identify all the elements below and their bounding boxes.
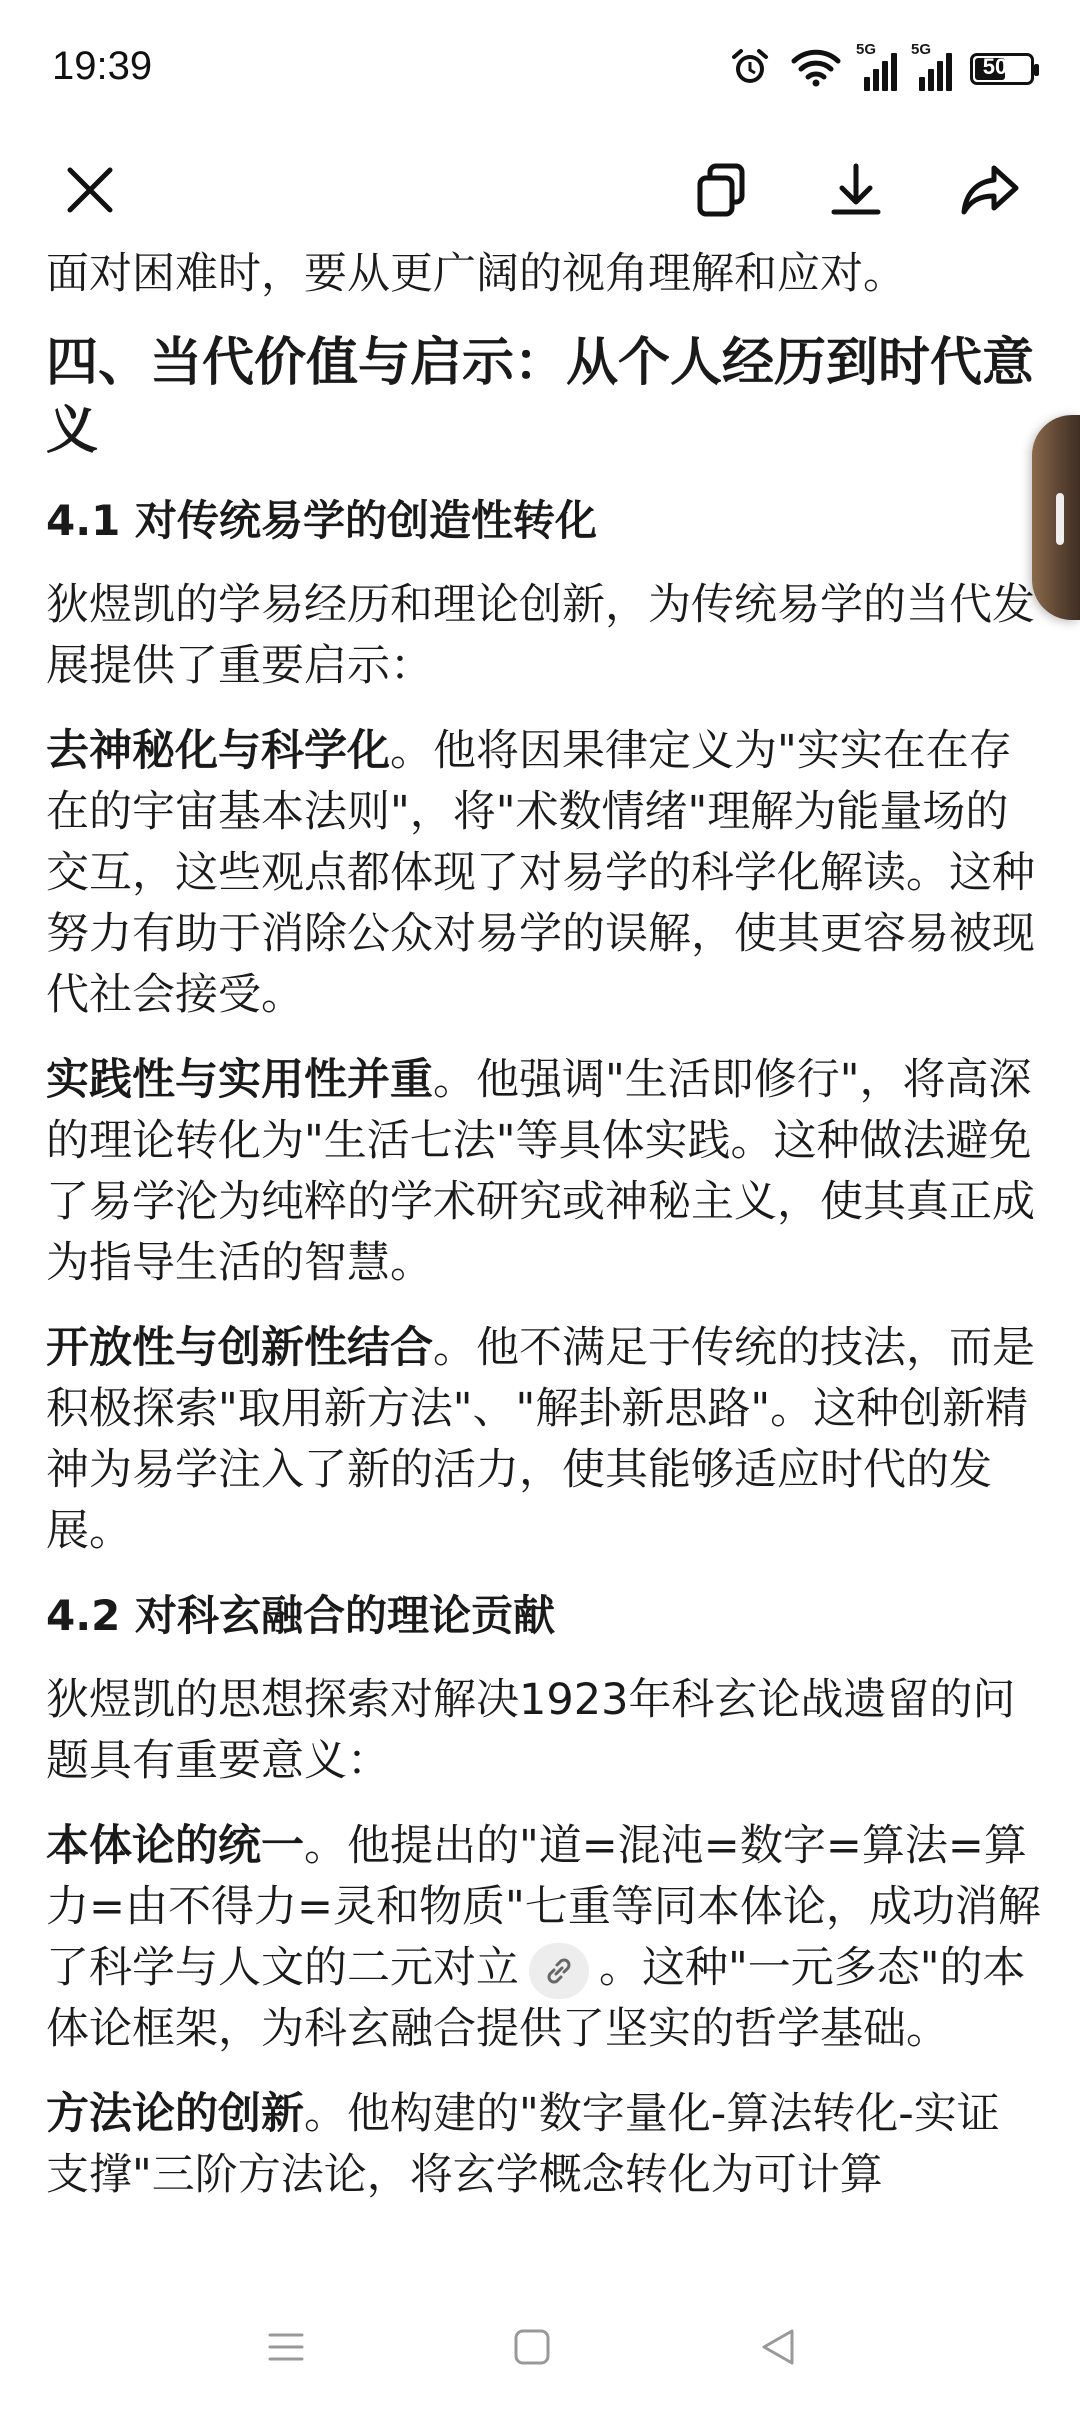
article-body — [46, 215, 1041, 2230]
network-label: 5G — [856, 41, 877, 58]
reader-toolbar — [0, 140, 1080, 240]
paragraph-text: 。这种"一元多态"的本体论框架，为科玄融合提供了坚实的哲学基础。 — [46, 1943, 1026, 2054]
section-4-heading: 四、当代价值与启示：从个人经历到时代意义 — [46, 333, 1035, 461]
signal-5g-icon — [911, 41, 952, 91]
paragraph-text: 。他将因果律定义为"实实在在存在的宇宙基本法则"，将"术数情绪"理解为能量场的交互，这些观点都体现了对易学的科学化解读。这种努力有助于消除公众对易学的误解，使其更容易被现代社会接受。 — [46, 726, 1035, 1020]
grip-icon — [1056, 493, 1064, 545]
home-button[interactable] — [502, 2317, 562, 2377]
back-button[interactable] — [748, 2317, 808, 2377]
menu-icon — [266, 2327, 306, 2367]
system-nav-bar — [0, 2277, 1080, 2412]
subsection-4-2-heading: 4.2 对科玄融合的理论贡献 — [46, 1591, 556, 1640]
battery-level: 50 — [982, 54, 1008, 79]
share-icon — [958, 160, 1022, 220]
paragraph-openness — [46, 1318, 1041, 1562]
status-bar — [0, 0, 1080, 140]
paragraph-lead: 实践性与实用性并重 — [46, 1055, 433, 1105]
paragraph-4-2-intro: 狄煜凯的思想探索对解决1923年科玄论战遗留的问题具有重要意义： — [46, 1675, 1016, 1786]
paragraph-text: 。他构建的"数字量化-算法转化-实证支撑"三阶方法论，将玄学概念转化为可计算 — [46, 2089, 1000, 2200]
paragraph-demystification — [46, 721, 1041, 1026]
network-label: 5G — [911, 41, 932, 58]
paragraph-text: 。他强调"生活即修行"，将高深的理论转化为"生活七法"等具体实践。这种做法避免了易学沦为纯粹的学术研究或神秘主义，使其真正成为指导生活的智慧。 — [46, 1055, 1035, 1288]
link-icon — [542, 1954, 576, 1988]
close-icon — [62, 162, 118, 218]
paragraph-practicality — [46, 1050, 1041, 1294]
paragraph-lead: 本体论的统一 — [46, 1821, 304, 1871]
copy-icon — [692, 160, 752, 220]
copy-button[interactable] — [682, 150, 762, 230]
paragraph-text: 。他提出的"道=混沌=数字=算法=算力=由不得力=灵和物质"七重等同本体论，成功消解了科学与人文的二元对立 — [46, 1821, 1041, 1993]
paragraph-4-1-intro: 狄煜凯的学易经历和理论创新，为传统易学的当代发展提供了重要启示： — [46, 580, 1035, 691]
alarm-icon — [728, 45, 772, 93]
status-icons — [728, 41, 1034, 94]
status-time: 19:39 — [52, 44, 153, 88]
wifi-icon — [790, 47, 842, 91]
paragraph-text: 。他不满足于传统的技法，而是积极探索"取用新方法"、"解卦新思路"。这种创新精神为易学注入了新的活力，使其能够适应时代的发展。 — [46, 1323, 1035, 1556]
floating-side-handle[interactable] — [1032, 415, 1080, 620]
article-viewport[interactable] — [0, 225, 1080, 2275]
close-button[interactable] — [50, 150, 130, 230]
download-icon — [826, 160, 886, 220]
battery-icon — [970, 53, 1034, 85]
menu-button[interactable] — [256, 2317, 316, 2377]
subsection-4-1-heading: 4.1 对传统易学的创造性转化 — [46, 496, 598, 545]
share-button[interactable] — [950, 150, 1030, 230]
paragraph-lead: 开放性与创新性结合 — [46, 1323, 433, 1373]
cut-line-2: 面对困难时，要从更广阔的视角理解和应对。 — [46, 249, 906, 299]
paragraph-ontology — [46, 1816, 1041, 2060]
paragraph-lead: 方法论的创新 — [46, 2089, 304, 2139]
back-icon — [758, 2327, 798, 2367]
paragraph-lead: 去神秘化与科学化 — [46, 726, 390, 776]
paragraph-methodology — [46, 2084, 1041, 2206]
download-button[interactable] — [816, 150, 896, 230]
home-icon — [512, 2327, 552, 2367]
signal-5g-icon — [856, 41, 897, 91]
citation-link-button[interactable] — [529, 1943, 589, 1999]
